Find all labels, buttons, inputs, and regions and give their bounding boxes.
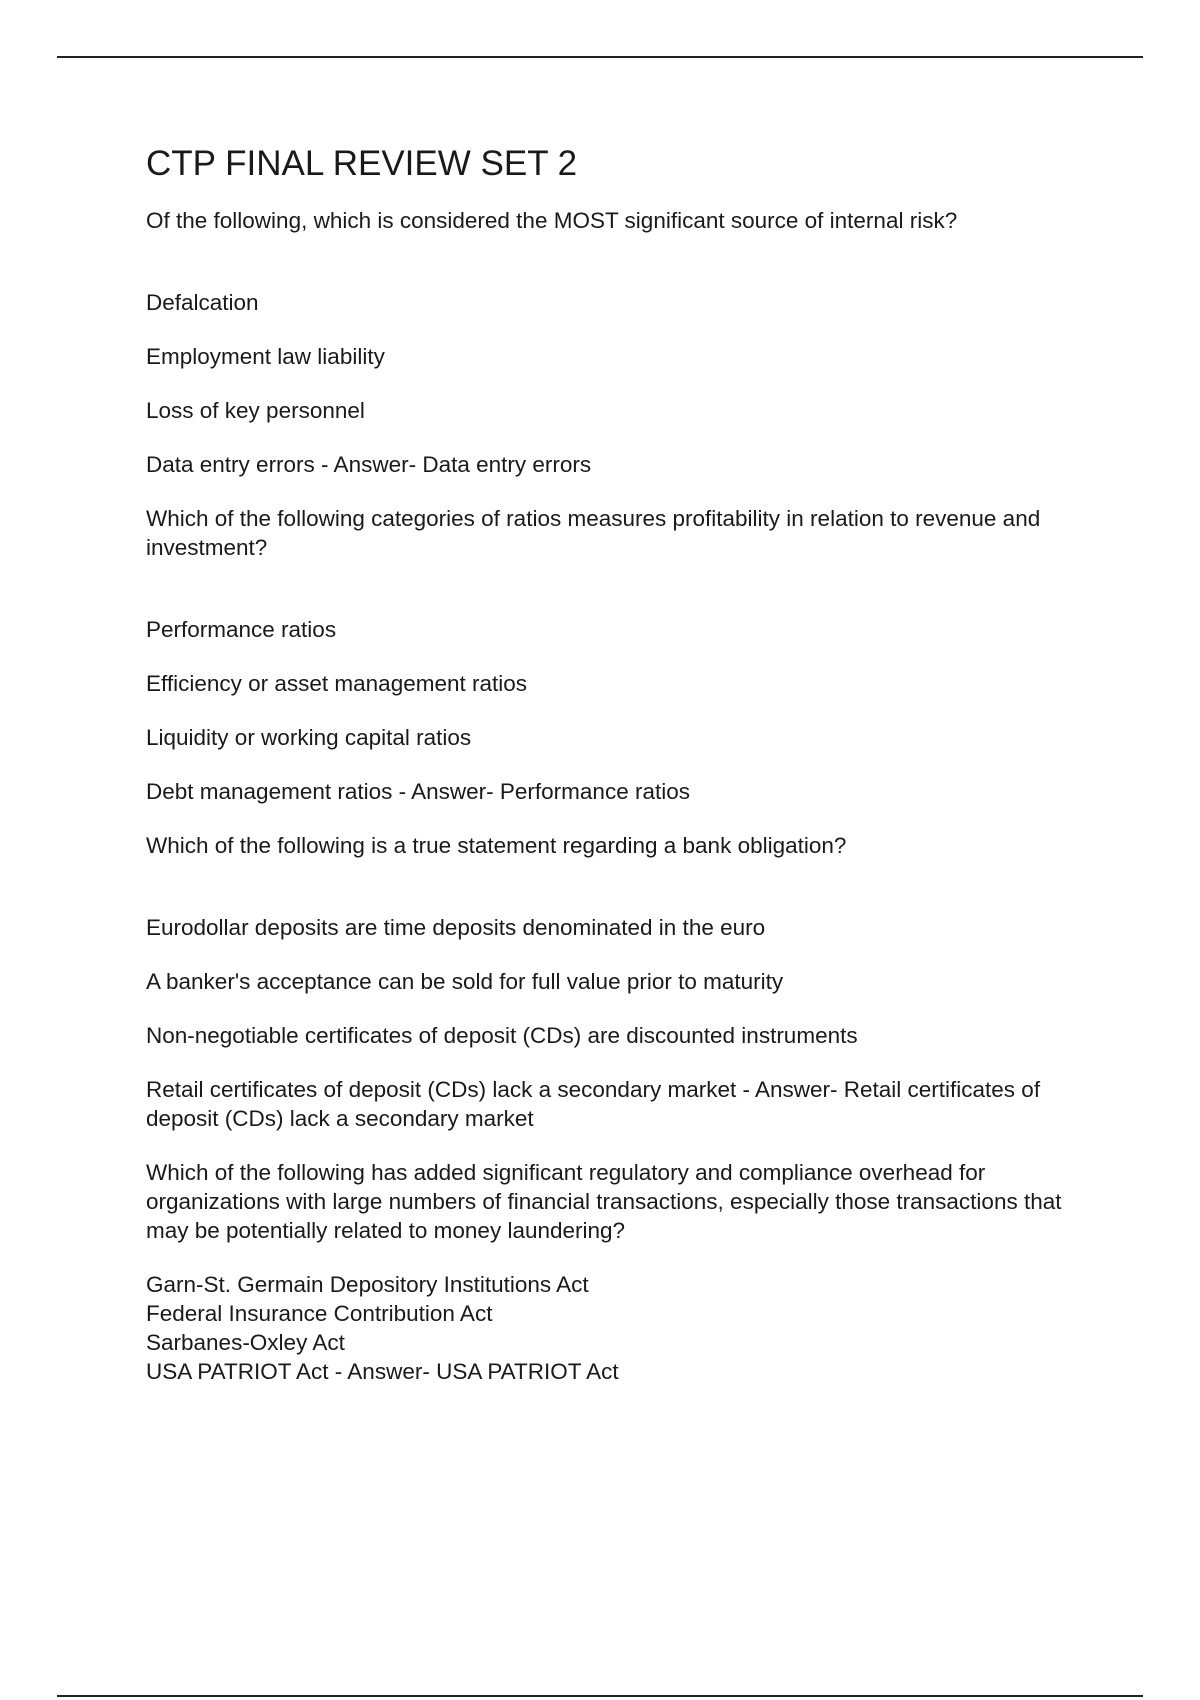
header-rule bbox=[57, 56, 1143, 58]
question-block-1 bbox=[146, 206, 1106, 479]
option-text: Sarbanes-Oxley Act bbox=[146, 1330, 345, 1355]
footer-rule bbox=[57, 1695, 1143, 1697]
option-answer-text: Retail certificates of deposit (CDs) lack a secondary market - Answer- Retail certificates of deposit (CDs) lack a secondary market bbox=[146, 1077, 1041, 1131]
option-text: Garn-St. Germain Depository Institutions Act bbox=[146, 1272, 589, 1297]
option-text: Defalcation bbox=[146, 290, 259, 315]
option-text: Eurodollar deposits are time deposits denominated in the euro bbox=[146, 915, 766, 940]
option-answer-text: Debt management ratios - Answer- Performance ratios bbox=[146, 779, 690, 804]
option-text: A banker's acceptance can be sold for full value prior to maturity bbox=[146, 969, 784, 994]
option-text: Federal Insurance Contribution Act bbox=[146, 1301, 493, 1326]
question-block-2 bbox=[146, 504, 1106, 806]
document-body bbox=[146, 140, 1106, 1386]
question-text: Which of the following has added significant regulatory and compliance overhead for organizations with large numbers of financial transactions, especially those transactions that may be potentially related to money laundering? bbox=[146, 1160, 1062, 1243]
option-answer-text: USA PATRIOT Act - Answer- USA PATRIOT Act bbox=[146, 1359, 619, 1384]
question-text: Which of the following is a true statement regarding a bank obligation? bbox=[146, 833, 847, 858]
option-answer-text: Data entry errors - Answer- Data entry errors bbox=[146, 452, 592, 477]
question-block-3 bbox=[146, 831, 1106, 1133]
option-text: Efficiency or asset management ratios bbox=[146, 671, 528, 696]
question-text: Which of the following categories of ratios measures profitability in relation to revenue and investment? bbox=[146, 506, 1041, 560]
question-block-4 bbox=[146, 1158, 1106, 1386]
option-text: Non-negotiable certificates of deposit (CDs) are discounted instruments bbox=[146, 1023, 858, 1048]
question-text: Of the following, which is considered the MOST significant source of internal risk? bbox=[146, 208, 958, 233]
option-text: Loss of key personnel bbox=[146, 398, 365, 423]
document-title: CTP FINAL REVIEW SET 2 bbox=[146, 144, 578, 183]
option-text: Employment law liability bbox=[146, 344, 385, 369]
option-text: Performance ratios bbox=[146, 617, 337, 642]
option-text: Liquidity or working capital ratios bbox=[146, 725, 472, 750]
option-list bbox=[146, 1270, 1106, 1386]
